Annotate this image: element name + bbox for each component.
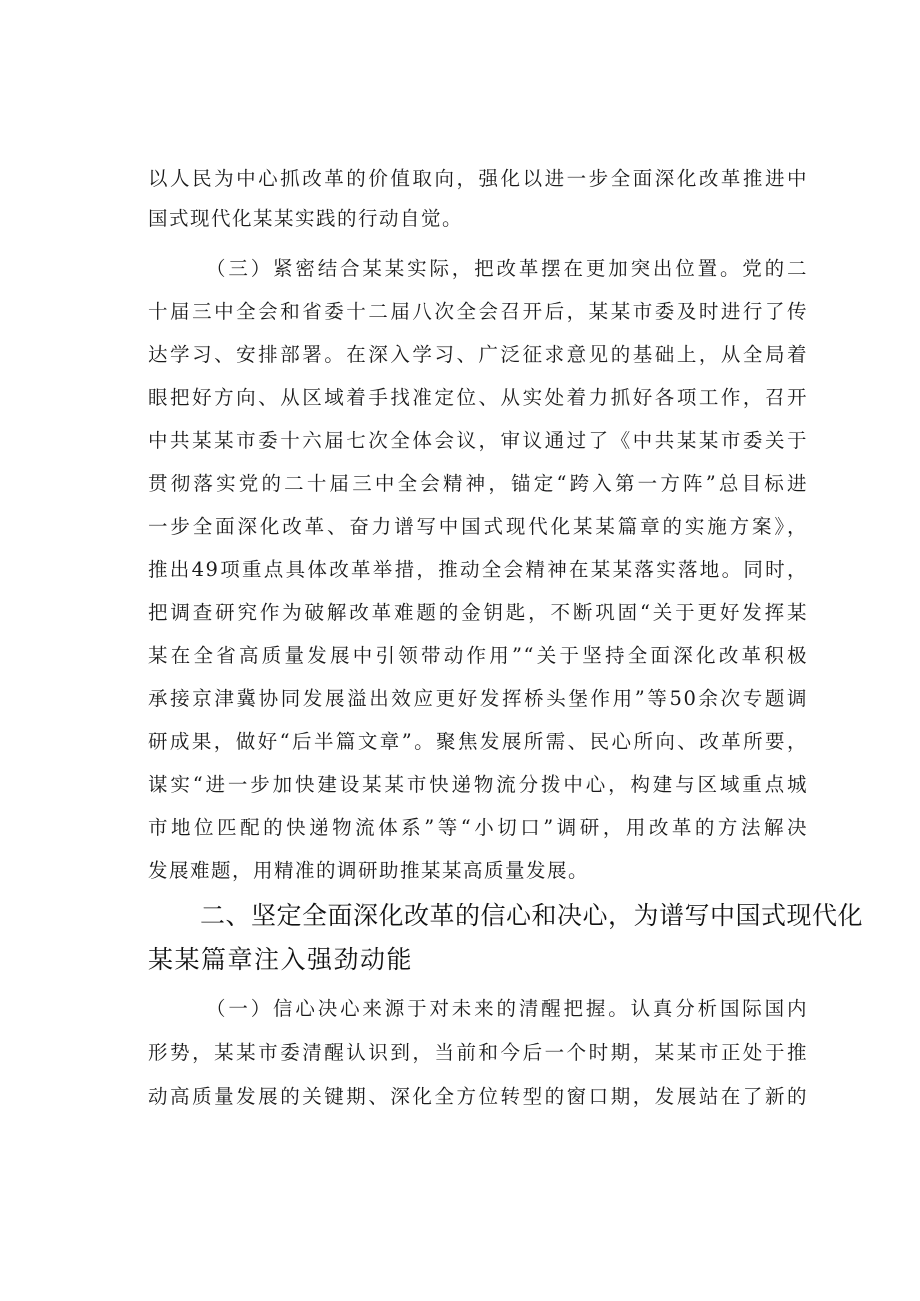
text-line: 十届三中全会和省委十二届八次全会召开后，某某市委及时进行了传 (148, 300, 808, 323)
text-line: 形势，某某市委清醒认识到，当前和今后一个时期，某某市正处于推 (148, 1041, 808, 1064)
text-line: 国式现代化某某实践的行动自觉。 (148, 207, 464, 230)
text-line: 贯彻落实党的二十届三中全会精神，锚定“跨入第一方阵”总目标进 (148, 472, 808, 495)
paragraph-first-line: （三）紧密结合某某实际，把改革摆在更加突出位置。党的二 (206, 257, 808, 280)
text-line: 推出49项重点具体改革举措，推动全会精神在某某落实落地。同时， (148, 558, 808, 581)
text-line: 发展难题，用精准的调研助推某某高质量发展。 (148, 859, 590, 882)
text-line: 眼把好方向、从区域着手找准定位、从实处着力抓好各项工作，召开 (148, 386, 808, 409)
section-heading: 二、坚定全面深化改革的信心和决心，为谱写中国式现代化 (200, 901, 864, 930)
text-line: 把调查研究作为破解改革难题的金钥匙，不断巩固“关于更好发挥某 (148, 601, 808, 624)
text-line: 达学习、安排部署。在深入学习、广泛征求意见的基础上，从全局着 (148, 343, 808, 366)
text-line: 一步全面深化改革、奋力谱写中国式现代化某某篇章的实施方案》， (148, 515, 808, 538)
text-line: 动高质量发展的关键期、深化全方位转型的窗口期，发展站在了新的 (148, 1085, 808, 1108)
text-line: 研成果，做好“后半篇文章”。聚焦发展所需、民心所向、改革所要， (148, 730, 808, 753)
section-heading: 某某篇章注入强劲动能 (148, 945, 414, 974)
text-line: 谋实“进一步加快建设某某市快递物流分拨中心，构建与区域重点城 (148, 773, 808, 796)
text-line: 承接京津冀协同发展溢出效应更好发挥桥头堡作用”等50余次专题调 (148, 687, 808, 710)
paragraph-first-line: （一）信心决心来源于对未来的清醒把握。认真分析国际国内 (206, 997, 808, 1020)
text-line: 某在全省高质量发展中引领带动作用”“关于坚持全面深化改革积极 (148, 644, 808, 667)
text-line: 市地位匹配的快递物流体系”等“小切口”调研，用改革的方法解决 (148, 816, 808, 839)
text-line: 以人民为中心抓改革的价值取向，强化以进一步全面深化改革推进中 (148, 167, 808, 190)
text-line: 中共某某市委十六届七次全体会议，审议通过了《中共某某市委关于 (148, 429, 808, 452)
